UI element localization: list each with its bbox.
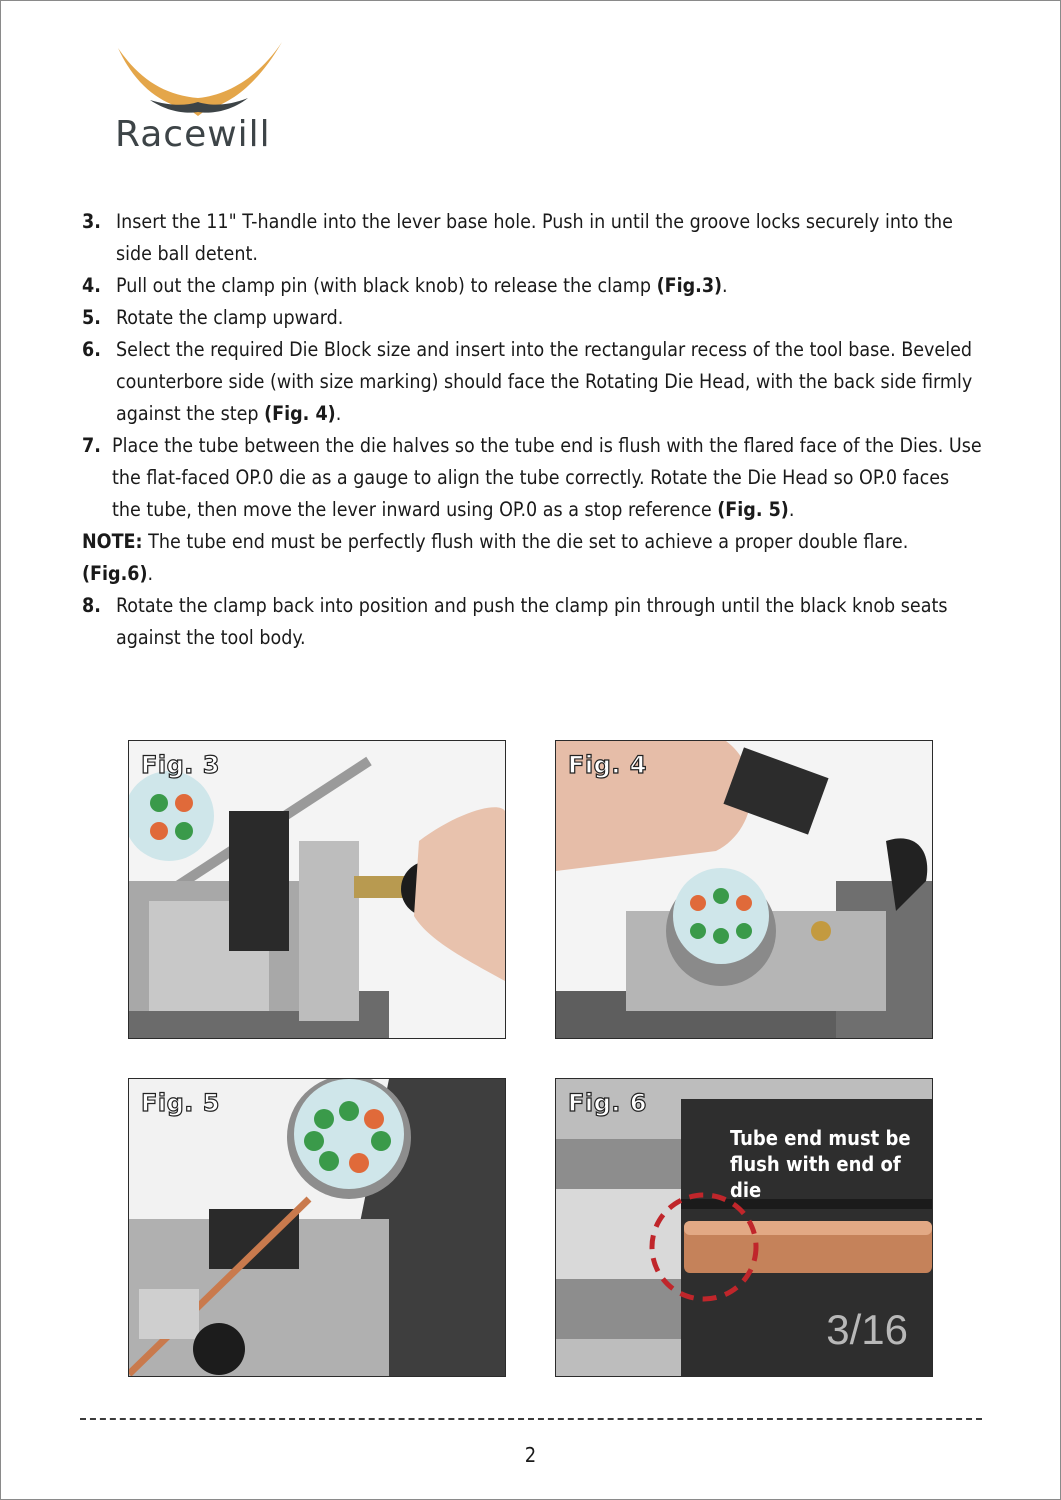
caption-line: Tube end must be [730,1126,911,1150]
note-label: NOTE: [82,530,143,553]
figure-label: Fig. 6 [568,1089,647,1117]
figure-6-caption [730,1125,932,1203]
footer-divider [80,1418,982,1420]
step-text: Select the required Die Block size and insert into the rectangular recess of the tool base. Beveled counterbore side (with size marking) should face the Rotating Die Head, with the back side firmly against the step [116,338,973,425]
step-text: Rotate the clamp upward. [116,306,344,329]
figure-3-illustration [129,741,505,1038]
figure-6 [555,1078,933,1377]
step-text: Place the tube between the die halves so the tube end is flush with the flared face of the Dies. Use the flat-faced OP.0 die as a gauge to align the tube correctly. Rotate the Die Head so OP.0 faces the tube, then move the lever inward using OP.0 as a stop reference [112,434,982,521]
step-number: 6. [82,338,101,361]
figure-3 [128,740,506,1039]
step-5 [82,302,982,334]
note-tail: . [147,562,154,585]
step-4 [82,270,982,302]
step-number: 7. [82,434,101,457]
step-tail: . [722,274,728,297]
page-number: 2 [524,1443,537,1467]
step-6 [82,334,982,430]
step-text: Rotate the clamp back into position and push the clamp pin through until the black knob seats against the tool body. [116,594,948,649]
figure-4-illustration [556,741,932,1038]
figure-label: Fig. 3 [141,751,220,779]
figure-reference: (Fig. 5) [717,498,789,521]
figure-reference: (Fig. 4) [264,402,336,425]
instructions [82,206,982,654]
step-3 [82,206,982,270]
step-text: Insert the 11" T-handle into the lever base hole. Push in until the groove locks securely into the side ball detent. [116,210,953,265]
step-text: Pull out the clamp pin (with black knob) to release the clamp [116,274,657,297]
figure-label: Fig. 4 [568,751,647,779]
note [82,526,982,590]
step-number: 8. [82,594,101,617]
figure-5 [128,1078,506,1377]
figure-reference: (Fig.3) [656,274,723,297]
figure-5-illustration [129,1079,505,1376]
caption-line: flush with end of die [730,1152,901,1202]
step-tail: . [788,498,795,521]
step-number: 4. [82,274,101,297]
step-8 [82,590,982,654]
size-marking: 3/16 [826,1306,908,1353]
figure-reference: (Fig.6) [82,562,148,585]
step-number: 3. [82,210,101,233]
figure-4 [555,740,933,1039]
brand-name: Racewill [115,114,271,155]
step-tail: . [335,402,342,425]
step-number: 5. [82,306,101,329]
figure-label: Fig. 5 [141,1089,220,1117]
step-7 [82,430,982,526]
note-text: The tube end must be perfectly flush with the die set to achieve a proper double flare. [142,530,909,553]
